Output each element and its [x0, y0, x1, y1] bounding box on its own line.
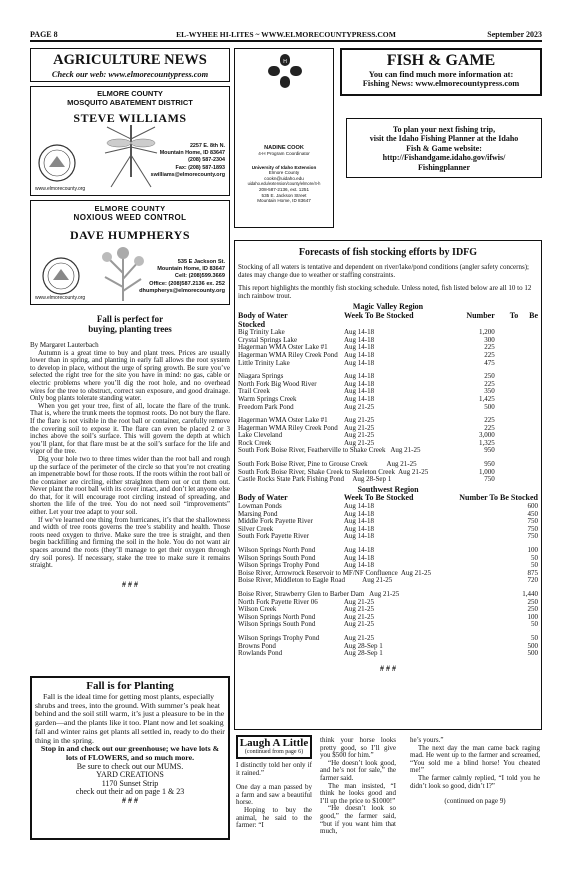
stock-number: 225 — [484, 379, 495, 388]
stock-number: 600 — [527, 502, 538, 511]
water-name: Lowman Ponds — [238, 502, 282, 511]
laugh-c1-b: One day a man passed by a farm and saw a beautiful horse. — [236, 783, 312, 807]
planner-link[interactable]: http://Fishandgame.idaho.gov/ifwis/ — [382, 153, 506, 163]
stock-number: 50 — [531, 553, 538, 562]
spacer-cell — [495, 425, 519, 433]
water-name: Wilson Creek — [238, 605, 277, 614]
table-row — [238, 650, 538, 658]
table-row — [238, 621, 538, 629]
stock-number: 50 — [531, 633, 538, 642]
water-name: Niagara Springs — [238, 372, 284, 381]
masthead: EL-WYHEE HI-LITES ~ WWW.ELMORECOUNTYPRESS.COM — [176, 30, 396, 39]
stock-week: Aug 14-18 — [343, 509, 375, 518]
water-name: Freedom Park Pond — [238, 402, 294, 411]
weed-line2: NOXIOUS WEED CONTROL — [73, 213, 187, 222]
stock-number: 750 — [527, 524, 538, 533]
planting-greenhouse: Stop in and check out our greenhouse; we have lots & lots of FLOWERS, and so much more. — [40, 744, 220, 762]
water-name: Silver Creek — [238, 524, 274, 533]
spacer-cell — [518, 425, 538, 433]
spacer-cell — [495, 440, 519, 448]
planner-line2: visit the Idaho Fishing Planner at the Idaho — [369, 134, 519, 144]
laugh-c2-b: “He doesn’t look good, and he’s not for sale,” the farmer said. — [320, 758, 396, 782]
water-name: Boise River, Middleton to Eagle Road Aug 21-25 — [238, 576, 393, 585]
water-name: Lake Cleveland — [238, 431, 283, 440]
spacer-cell — [495, 404, 519, 412]
laugh-c2-d: “He doesn’t look so good,” the farmer said, “but if you want him that much, — [320, 804, 396, 836]
col-body: Body of Water — [238, 310, 288, 320]
col-body: Body of Water — [238, 493, 288, 503]
water-name: North Fork Payette River 06 — [238, 597, 318, 606]
trees-paragraph-2: When you get your tree, first of all, locate the flare of the trunk. That is, where the trunk meets the topmost roots. Do not bury the flare. If the flare is not visible in the root ball or container, carefully remove the covering soil to expose it. The flare can even be placed 2 or 3 inches above the soil’s surface. This will govern the depth at which you’ll plant, for that flare must be at the soil’s surface for the life and vigor of the tree. — [30, 401, 230, 456]
stock-week: Aug 14-18 — [343, 387, 375, 396]
planting-store: YARD CREATIONS — [96, 770, 164, 780]
forecast-note: This report highlights the monthly fish stocking schedule. Unless noted, fish listed below are all 10 to 12 inch rainbow trout. — [238, 284, 532, 300]
stock-number: 875 — [527, 568, 538, 577]
four-h-title: 4-H Program Coordinator — [258, 151, 310, 156]
laugh-continued-on: (continued on page 9) — [444, 797, 506, 806]
water-name: Boise River, Arrowrock Reservoir to MF/NF Confluence Aug 21-25 — [238, 568, 431, 577]
table-row — [238, 360, 538, 368]
water-name: Warm Springs Creek — [238, 394, 297, 403]
county-seal-icon — [41, 256, 81, 296]
stock-number: 500 — [484, 402, 495, 411]
spacer-cell — [518, 337, 538, 345]
table-row — [238, 518, 538, 526]
planting-see-ad: check out their ad on page 1 & 23 — [75, 787, 185, 797]
stock-number: 1,200 — [479, 328, 495, 337]
stock-number: 100 — [527, 546, 538, 554]
stock-number: 3,000 — [479, 431, 495, 440]
water-name: Crystal Springs Lake — [238, 335, 298, 344]
spacer-cell — [518, 381, 538, 389]
stock-week: Aug 28-Sep 1 — [343, 649, 383, 658]
col-be: Be — [529, 310, 538, 320]
mosquito-abatement-ad — [30, 86, 230, 196]
mosquito-fax: Fax: (208) 587-1893 — [175, 164, 225, 171]
stock-number: 1,425 — [479, 394, 495, 403]
stock-number: 1,000 — [479, 467, 495, 476]
stock-week: Aug 14-18 — [343, 394, 375, 403]
stock-number: 950 — [484, 446, 495, 455]
fish-game-box — [340, 48, 542, 96]
stock-number: 250 — [527, 605, 538, 614]
table-row — [238, 404, 538, 412]
planting-title: Fall is for Planting — [86, 680, 174, 692]
table-row — [238, 503, 538, 511]
stock-number: 1,325 — [479, 438, 495, 447]
spacer-cell — [495, 373, 519, 381]
weed-address-block — [139, 259, 225, 295]
page-header — [30, 28, 542, 42]
stock-number: 250 — [484, 372, 495, 381]
stock-number: 750 — [484, 475, 495, 484]
spacer-cell — [518, 396, 538, 404]
stock-number: 720 — [527, 576, 538, 585]
southwest-table — [238, 486, 538, 658]
noxious-weed-ad — [30, 200, 230, 305]
laugh-c3-c: The farmer calmly replied, “I told you he didn’t look so good, didn’t I?” — [410, 773, 540, 790]
water-name: South Fork Boise River, Featherville to Shake Creek Aug 21-25 — [238, 446, 421, 455]
laugh-a-little — [234, 735, 542, 845]
spacer-cell — [495, 360, 519, 368]
four-h-org: University of Idaho Extension — [251, 164, 317, 170]
mosquito-address-block — [151, 143, 225, 179]
water-name: Hagerman WMA Oster Lake #1 — [238, 343, 328, 352]
spacer-cell — [495, 337, 519, 345]
trees-byline: By Margaret Lauterbach — [30, 341, 99, 349]
spacer-cell — [495, 461, 519, 469]
planting-end-mark: # # # — [122, 796, 138, 805]
stock-number: 250 — [527, 597, 538, 606]
stock-week: Aug 28-Sep 1 — [343, 641, 383, 650]
trees-paragraph-4: If we’ve learned one thing from hurricanes, it’s that the shallowness and width of tree roots governs the tree’s stability and health. Those roots need oxygen to thrive. Make sure the tree is straight, and then begin backfilling and firming the soil in the hole. You do not want air spaces around the roots (they’ll manage to get their oxygen through dry soil pores). If necessary, stake the tree to make sure it remains straight. — [30, 515, 230, 570]
forecast-title: Forecasts of fish stocking efforts by IDFG — [298, 247, 478, 258]
forecast-intro: Stocking of all waters is tentative and dependent on river/lake/pond conditions (angler safety concerns); dates may change due to weather or staffing constraints. — [238, 263, 529, 279]
stock-week: Aug 21-25 — [343, 620, 375, 629]
water-name: Wilson Springs Trophy Pond — [238, 633, 320, 642]
magic-valley-rows — [238, 329, 538, 484]
laugh-c1-a: I distinctly told her only if it rained.” — [236, 761, 312, 777]
water-name: Castle Rocks State Park Fishing Pond Aug 28-Sep 1 — [238, 475, 392, 484]
four-h-clover-icon — [267, 53, 303, 89]
magic-valley-region: Magic Valley Region — [352, 302, 424, 312]
table-row — [238, 533, 538, 541]
spacer-cell — [518, 352, 538, 360]
water-name: Wilson Springs North Pond — [238, 612, 316, 621]
spacer-cell — [518, 447, 538, 455]
spacer-cell — [495, 329, 519, 337]
fish-game-line1: You can find much more information at: — [368, 70, 514, 79]
agriculture-title: AGRICULTURE NEWS — [53, 52, 207, 68]
stock-week: Aug 14-18 — [343, 350, 375, 359]
stock-week: Aug 21-25 — [343, 431, 375, 440]
water-name: Wilson Springs South Pond — [238, 553, 316, 562]
laugh-column-3 — [404, 737, 540, 806]
spacer-cell — [518, 329, 538, 337]
spacer-cell — [495, 396, 519, 404]
forecast-end-mark: # # # — [380, 663, 396, 673]
water-name: Trail Creek — [238, 387, 270, 396]
laugh-title: Laugh A Little — [239, 737, 309, 749]
stock-number: 225 — [484, 423, 495, 432]
southwest-region: Southwest Region — [357, 484, 419, 494]
fishing-planner-box — [346, 118, 542, 178]
laugh-c3-b: The next day the man came back raging mad. He went up to the farmer and screamed, “You sold me a blind horse! You cheated me!” — [410, 743, 540, 775]
four-h-text — [237, 145, 331, 204]
water-name: Marsing Pond — [238, 509, 278, 518]
trees-end-mark: # # # — [122, 579, 138, 589]
four-h-name: NADINE COOK — [264, 145, 304, 151]
mosquito-email[interactable]: swilliams@elmorecounty.org — [150, 171, 225, 178]
stock-week: Aug 14-18 — [343, 502, 375, 511]
stock-week: Aug 14-18 — [343, 328, 375, 337]
four-h-street: 535 E. Jackson Street — [261, 192, 307, 198]
stock-week: Aug 14-18 — [343, 358, 375, 367]
weed-cell: Cell: (208)599.3669 — [174, 273, 225, 280]
spacer-cell — [495, 381, 519, 389]
spacer-cell — [518, 373, 538, 381]
laugh-c2-c: The man insisted, “I think he looks good and I’ll up the price to $1000!” — [320, 781, 396, 805]
stock-number: 50 — [531, 561, 538, 570]
table-row — [238, 476, 538, 484]
table-row — [238, 447, 538, 455]
water-name: Middle Fork Payette River — [238, 517, 313, 526]
stock-week: Aug 21-25 — [343, 438, 375, 447]
trees-title-1: Fall is perfect for — [96, 314, 164, 324]
stock-number: 500 — [527, 649, 538, 658]
planting-address: 1170 Sunset Strip — [101, 778, 159, 788]
stock-number: 750 — [527, 517, 538, 526]
stock-number: 450 — [527, 509, 538, 518]
weed-address2: Mountain Home, ID 83647 — [157, 266, 225, 273]
planting-mums: Be sure to check out our MUMS. — [76, 761, 184, 771]
stock-number: 475 — [484, 358, 495, 367]
spacer-cell — [518, 388, 538, 396]
stock-number: 300 — [484, 335, 495, 344]
water-name: Little Trinity Lake — [238, 358, 290, 367]
weed-contact-name: DAVE HUMPHERYS — [69, 228, 191, 242]
spacer-cell — [518, 432, 538, 440]
water-name: South Fork Boise River, Shake Creek to Skeleton Creek Aug 21-25 — [238, 467, 429, 476]
stock-number: 950 — [484, 460, 495, 469]
water-name: Hagerman WMA Riley Creek Pond — [238, 350, 338, 359]
water-name: Boise River, Strawberry Glen to Barber Dam Aug 21-25 — [238, 589, 400, 598]
spacer-cell — [518, 476, 538, 484]
four-h-city: Mountain Home, ID 83647 — [257, 198, 311, 204]
mosquito-web[interactable]: www.elmorecounty.org — [35, 186, 86, 192]
stock-number: 225 — [484, 350, 495, 359]
stock-week: Aug 14-18 — [343, 372, 375, 381]
planner-line1: To plan your next fishing trip, — [392, 125, 496, 134]
stock-week: Aug 21-25 — [343, 605, 375, 614]
table-row — [238, 643, 538, 651]
spacer-cell — [495, 476, 519, 484]
issue-date: September 2023 — [487, 30, 542, 39]
spacer-cell — [495, 417, 519, 425]
weed-line1: ELMORE COUNTY — [94, 204, 166, 213]
weed-address1: 535 E Jackson St. — [177, 259, 225, 265]
stock-week: Aug 21-25 — [343, 423, 375, 432]
fall-planting-ad — [30, 676, 230, 840]
stock-number: 750 — [527, 532, 538, 541]
spacer-cell — [518, 461, 538, 469]
col-stocked: Stocked — [238, 319, 266, 329]
fish-game-link[interactable]: Fishing News: www.elmorecountypress.com — [362, 79, 520, 88]
mosquito-contact-name: STEVE WILLIAMS — [73, 111, 187, 125]
stock-week: Aug 14-18 — [343, 379, 375, 388]
water-name: Rowlands Pond — [238, 649, 283, 658]
four-h-email[interactable]: cookn@uidaho.edu — [264, 175, 304, 181]
stock-week: Aug 21-25 — [343, 612, 375, 621]
water-name: Wilson Springs South Pond — [238, 620, 316, 629]
stock-week: Aug 14-18 — [343, 335, 375, 344]
spacer-cell — [495, 388, 519, 396]
southwest-rows — [238, 503, 538, 658]
col-number: Number — [466, 310, 495, 320]
trees-paragraph-1: Autumn is a great time to buy and plant trees. Prices are usually lower than in spring, and planting in early fall allows the root system to develop in place, without the urge of spring growth. Be sure you’ve selected the right tree for the site you have in mind: no gas, cable or electric problems where you’ll dig the root hole, and no overhead wires for the tree to obstruct, correct sun exposure, and good drainage. Only bog plants tolerate standing water. — [30, 348, 230, 403]
weed-email[interactable]: dhumpherys@elmorecounty.org — [139, 287, 225, 294]
agriculture-news-box — [30, 48, 230, 82]
stock-number: 500 — [527, 641, 538, 650]
stock-number: 50 — [531, 620, 538, 629]
stock-week: Aug 14-18 — [343, 553, 375, 562]
four-h-url[interactable]: uidaho.edu/extension/county/elmore/4-h — [247, 181, 321, 187]
spacer-cell — [495, 447, 519, 455]
stock-week: Aug 14-18 — [343, 343, 375, 352]
laugh-c1-c: Hoping to buy the animal, he said to the farmer: “I — [236, 805, 312, 830]
laugh-c3-a: he’s yours.” — [410, 736, 444, 744]
col-number-to-be-stocked: Number To Be Stocked — [459, 493, 538, 503]
trees-article — [30, 314, 230, 589]
spacer-cell — [518, 417, 538, 425]
water-name: Hagerman WMA Oster Lake #1 — [238, 416, 328, 425]
spacer-cell — [518, 469, 538, 477]
spacer-cell — [518, 344, 538, 352]
mosquito-line2: MOSQUITO ABATEMENT DISTRICT — [67, 98, 193, 107]
weed-web[interactable]: www.elmorecounty.org — [35, 295, 86, 301]
spacer-cell — [495, 432, 519, 440]
county-seal-icon — [37, 143, 77, 183]
water-name: Big Trinity Lake — [238, 328, 285, 337]
mosquito-line1: ELMORE COUNTY — [97, 89, 163, 98]
stock-week: Aug 14-18 — [343, 546, 375, 554]
mosquito-address1: 2257 E. 8th N. — [189, 143, 225, 149]
fish-game-title: FISH & GAME — [386, 52, 496, 69]
agriculture-subtitle: Check our web: www.elmorecountypress.com — [51, 70, 209, 79]
water-name: South Fork Payette River — [238, 532, 309, 541]
spacer-cell — [518, 440, 538, 448]
stock-week: Aug 21-25 — [343, 633, 375, 642]
planner-line3: Fish & Game website: — [406, 143, 482, 153]
four-h-county: Elmore County — [268, 170, 300, 176]
svg-text:H: H — [283, 59, 287, 65]
fish-stocking-forecast — [234, 240, 542, 730]
stock-week: Aug 14-18 — [343, 517, 375, 526]
stock-week: Aug 21-25 — [343, 597, 375, 606]
trees-paragraph-3: Dig your hole two to three times wider than the root ball and rough up the surface of the perimeter of the circle so that you’re not creating an impenetrable bowl for those roots. If the roots within the root ball or the container are circling, either straighten them out or cut them out. Never plant the root ball with its cover intact, and don’t let anyone else do that, for it will encourage root circling instead of spreading, and shorten the life of the tree. You do not need soil “improvements” either. Let your tree adapt to your soil. — [30, 454, 230, 517]
page-number: PAGE 8 — [30, 30, 58, 39]
spacer-cell — [495, 344, 519, 352]
table-row — [238, 635, 538, 643]
laugh-title-box — [236, 735, 312, 759]
water-name: Browns Pond — [238, 641, 276, 650]
stock-number: 225 — [484, 343, 495, 352]
col-week: Week To Be Stocked — [343, 310, 414, 320]
stock-week: Aug 21-25 — [343, 416, 375, 425]
mosquito-phone: (208) 587-2304 — [188, 157, 225, 164]
water-name: South Fork Boise River, Pine to Grouse Creek Aug 21-25 — [238, 460, 417, 469]
stock-number: 225 — [484, 416, 495, 425]
stock-week: Aug 14-18 — [343, 532, 375, 541]
water-name: Wilson Springs Trophy Pond — [238, 561, 320, 570]
weed-office: Office: (208)587.2136 ex. 252 — [149, 280, 225, 287]
spacer-cell — [495, 469, 519, 477]
laugh-column-1 — [236, 762, 312, 830]
stock-week: Aug 14-18 — [343, 561, 375, 570]
table-row — [238, 599, 538, 607]
laugh-column-2 — [320, 737, 396, 836]
col-week: Week To Be Stocked — [343, 493, 414, 503]
water-name: Wilson Springs North Pond — [238, 546, 316, 554]
stock-week: Aug 14-18 — [343, 524, 375, 533]
planting-body: Fall is the ideal time for getting most plants, especially shrubs and trees, into the ground. With summer’s peak heat behind and the soil still warm, it’s just a pleasure to be in the garden—and the plants like it too. Plant now and let soaking fall and winter rains get plants all settled in, ready to do their thing in the spring. — [35, 692, 225, 745]
stock-number: 350 — [484, 387, 495, 396]
four-h-phone: 208-587-2136, ext. 1251 — [258, 186, 310, 192]
planner-link-tail[interactable]: Fishingplanner — [417, 162, 470, 172]
spacer-cell — [495, 352, 519, 360]
trees-title-2: buying, planting trees — [88, 324, 172, 334]
water-name: Rock Creek — [238, 438, 272, 447]
water-name: North Fork Big Wood River — [238, 379, 317, 388]
stock-number: 100 — [527, 612, 538, 621]
magic-valley-table — [238, 303, 538, 483]
spacer-cell — [518, 404, 538, 412]
water-name: Hagerman WMA Riley Creek Pond — [238, 423, 338, 432]
four-h-card — [234, 48, 334, 228]
mosquito-address2: Mountain Home, ID 83647 — [159, 150, 225, 157]
stock-number: 1,440 — [522, 589, 538, 598]
table-row — [238, 577, 538, 585]
stock-week: Aug 21-25 — [343, 402, 375, 411]
spacer-cell — [518, 360, 538, 368]
laugh-continued-from: (continued from page 6) — [244, 749, 304, 755]
laugh-c2-a: think your horse looks pretty good, so I’ll give you $500 for him.” — [320, 736, 396, 760]
col-to: To — [509, 310, 519, 320]
